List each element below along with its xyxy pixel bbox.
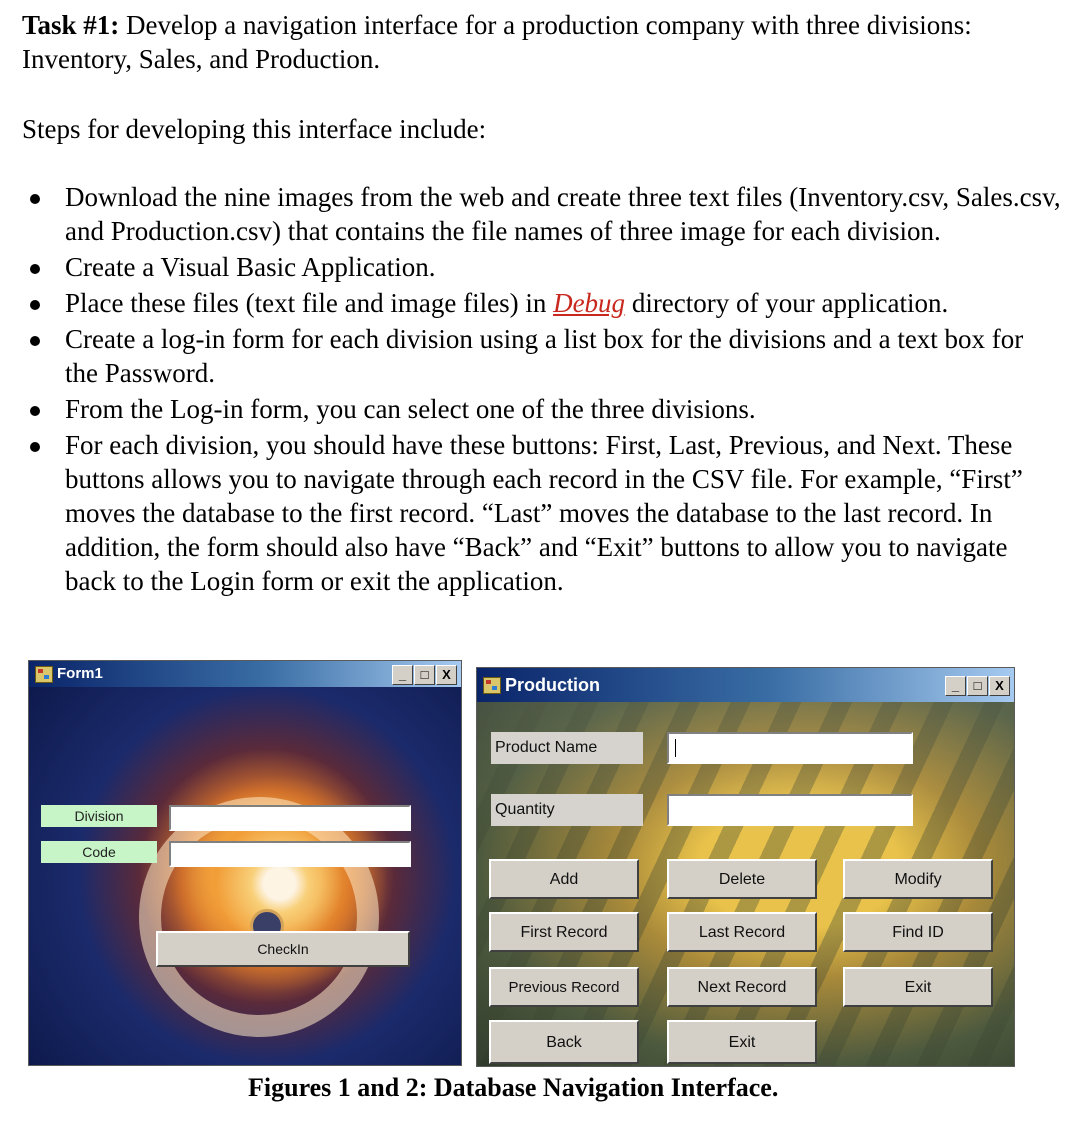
step-text: Place these files (text file and image files) in <box>65 288 554 318</box>
task-heading: Task #1: <box>22 10 120 40</box>
back-button[interactable]: Back <box>489 1020 639 1064</box>
maximize-icon[interactable]: □ <box>414 665 435 685</box>
document-body <box>22 8 1062 600</box>
form1-background-image <box>29 687 461 1065</box>
add-button[interactable]: Add <box>489 859 639 899</box>
step-item <box>22 250 1062 284</box>
form1-title: Form1 <box>57 665 103 682</box>
task-intro-line1: Develop a navigation interface for a production company with three divisions: <box>119 10 972 40</box>
steps-intro: Steps for developing this interface include: <box>22 114 487 144</box>
app-icon <box>483 677 501 694</box>
code-field[interactable] <box>169 841 411 867</box>
maximize-icon[interactable]: □ <box>967 676 988 696</box>
bullet-icon <box>30 406 40 416</box>
code-label: Code <box>41 841 157 863</box>
step-item <box>22 286 1062 320</box>
bullet-icon <box>30 194 40 204</box>
step-item <box>22 428 1062 598</box>
step-item <box>22 392 1062 426</box>
step-text: Create a Visual Basic Application. <box>65 252 436 282</box>
exit-bottom-button[interactable]: Exit <box>667 1020 817 1064</box>
steps-list <box>22 180 1062 598</box>
division-label: Division <box>41 805 157 827</box>
task-intro <box>22 8 1062 76</box>
debug-link[interactable]: Debug <box>553 288 626 318</box>
production-titlebar[interactable] <box>477 668 1014 702</box>
window-controls <box>392 665 457 685</box>
figure-caption: Figures 1 and 2: Database Navigation Interface. <box>248 1073 779 1102</box>
first-record-button[interactable]: First Record <box>489 912 639 952</box>
task-intro-line2: Inventory, Sales, and Production. <box>22 44 381 74</box>
production-title: Production <box>505 675 600 695</box>
checkin-button[interactable]: CheckIn <box>156 931 410 967</box>
division-field[interactable] <box>169 805 411 831</box>
delete-button[interactable]: Delete <box>667 859 817 899</box>
text-caret <box>675 739 676 757</box>
bullet-icon <box>30 300 40 310</box>
step-text: Create a log-in form for each division using a list box for the divisions and a text box for the Password. <box>65 324 1024 388</box>
exit-button[interactable]: Exit <box>843 967 993 1007</box>
bullet-icon <box>30 442 40 452</box>
last-record-button[interactable]: Last Record <box>667 912 817 952</box>
form1-titlebar[interactable] <box>29 661 461 687</box>
step-item <box>22 180 1062 248</box>
step-item <box>22 322 1062 390</box>
product-name-field[interactable] <box>667 732 913 764</box>
quantity-label: Quantity <box>491 794 643 826</box>
previous-record-button[interactable]: Previous Record <box>489 967 639 1007</box>
step-text: directory of your application. <box>625 288 949 318</box>
step-text: For each division, you should have these buttons: First, Last, Previous, and Next. These buttons allows you to navigate through each record in the CSV file. For example, “First” moves the database to the first record. “Last” moves the database to the last record. In addition, the form should also have “Back” and “Exit” buttons to allow you to navigate back to the Login form or exit the application. <box>65 430 1023 596</box>
window-controls <box>945 676 1010 696</box>
step-text: Download the nine images from the web and create three text files (Inventory.csv, Sales.csv, and Production.csv) that contains the file names of three image for each division. <box>65 182 1061 246</box>
quantity-field[interactable] <box>667 794 913 826</box>
bullet-icon <box>30 336 40 346</box>
modify-button[interactable]: Modify <box>843 859 993 899</box>
minimize-icon[interactable]: _ <box>392 665 413 685</box>
find-id-button[interactable]: Find ID <box>843 912 993 952</box>
form1-window <box>28 660 462 1066</box>
bullet-icon <box>30 264 40 274</box>
close-icon[interactable]: X <box>989 676 1010 696</box>
step-text: From the Log-in form, you can select one of the three divisions. <box>65 394 756 424</box>
app-icon <box>35 666 53 683</box>
production-window <box>476 667 1015 1067</box>
close-icon[interactable]: X <box>436 665 457 685</box>
production-background-image <box>477 702 1014 1066</box>
product-name-label: Product Name <box>491 732 643 764</box>
next-record-button[interactable]: Next Record <box>667 967 817 1007</box>
minimize-icon[interactable]: _ <box>945 676 966 696</box>
